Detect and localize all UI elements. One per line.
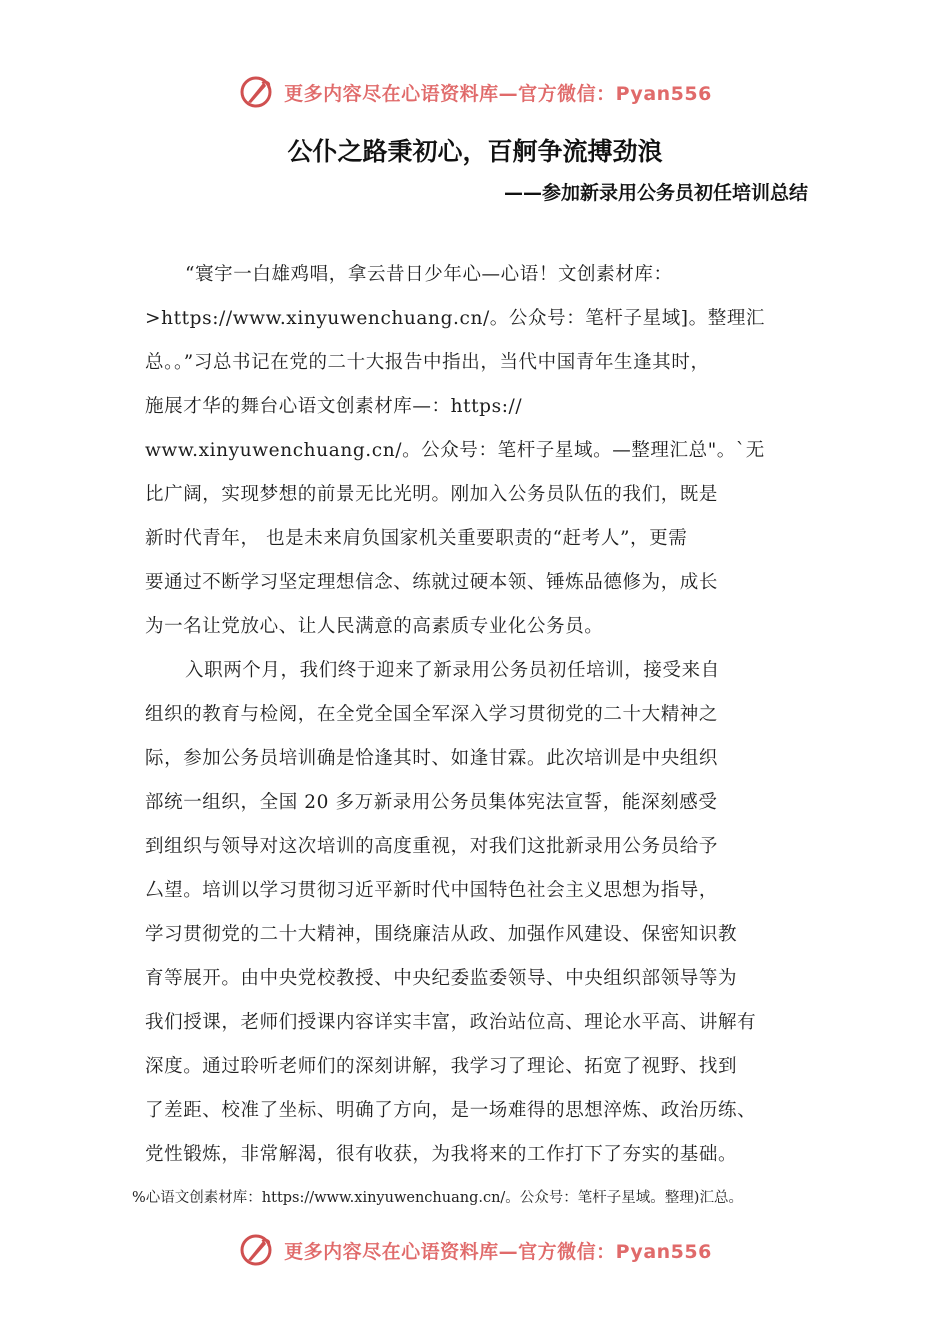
quill-circle-icon: [238, 1232, 274, 1268]
body-line: 入职两个月，我们终于迎来了新录用公务员初任培训，接受来自: [185, 660, 720, 681]
quill-circle-icon: [238, 74, 274, 110]
body-line: 为一名让党放心、让人民满意的高素质专业化公务员。: [145, 616, 604, 637]
body-line: 学习贯彻党的二十大精神，围绕廉洁从政、加强作风建设、保密知识教: [145, 924, 738, 945]
body-line: 总。。”习总书记在党的二十大报告中指出，当代中国青年生逢其时，: [145, 352, 710, 373]
body-line: 深度。通过聆听老师们的深刻讲解，我学习了理论、拓宽了视野、找到: [145, 1056, 738, 1077]
body-line: 到组织与领导对这次培训的高度重视，对我们这批新录用公务员给予: [145, 836, 719, 857]
body-line: 比广阔，实现梦想的前景无比光明。刚加入公务员队伍的我们，既是: [145, 484, 719, 505]
body-line: 施展才华的舞台心语文创素材库—：https://: [145, 396, 523, 417]
body-line: www.xinyuwenchuang.cn/。公众号：笔杆子星域。—整理汇总"。`无: [145, 440, 765, 461]
body-line: 要通过不断学习坚定理想信念、练就过硬本领、锤炼品德修为，成长: [145, 572, 719, 593]
body-line: 我们授课，老师们授课内容详实丰富，政治站位高、理论水平高、讲解有: [145, 1012, 757, 1033]
banner-text: 更多内容尽在心语资料库—官方微信：Pyan556: [284, 1240, 712, 1263]
body-line: “寰宇一白雄鸡唱，拿云昔日少年心—心语！文创素材库：: [185, 264, 673, 285]
body-line: 了差距、校准了坐标、明确了方向，是一场难得的思想淬炼、政治历练、: [145, 1100, 757, 1121]
body-line: 新时代青年， 也是未来肩负国家机关重要职责的“赶考人”，更需: [145, 528, 688, 549]
document-subtitle: ——参加新录用公务员初任培训总结: [503, 182, 808, 204]
body-line: 部统一组织，全国 20 多万新录用公务员集体宪法宣誓，能深刻感受: [145, 792, 718, 813]
body-line: 育等展开。由中央党校教授、中央纪委监委领导、中央组织部领导等为: [145, 968, 738, 989]
footer-banner: [0, 1230, 950, 1270]
document-title: 公仆之路秉初心，百舸争流搏劲浪: [287, 137, 663, 166]
body-line: 厶望。培训以学习贯彻习近平新时代中国特色社会主义思想为指导，: [145, 880, 719, 901]
header-banner: [0, 72, 950, 112]
body-line: >https://www.xinyuwenchuang.cn/。公众号：笔杆子星域]。整理汇: [145, 308, 766, 329]
body-line: 党性锻炼，非常解渴，很有收获，为我将来的工作打下了夯实的基础。: [145, 1144, 738, 1165]
body-line: 组织的教育与检阅，在全党全国全军深入学习贯彻党的二十大精神之: [145, 704, 719, 725]
footer-note: %心语文创素材库：https://www.xinyuwenchuang.cn/。公众号：笔杆子星域。整理)汇总。: [132, 1190, 743, 1206]
body-line: 际，参加公务员培训确是恰逢其时、如逢甘霖。此次培训是中央组织: [145, 748, 719, 769]
banner-text: 更多内容尽在心语资料库—官方微信：Pyan556: [284, 82, 712, 105]
